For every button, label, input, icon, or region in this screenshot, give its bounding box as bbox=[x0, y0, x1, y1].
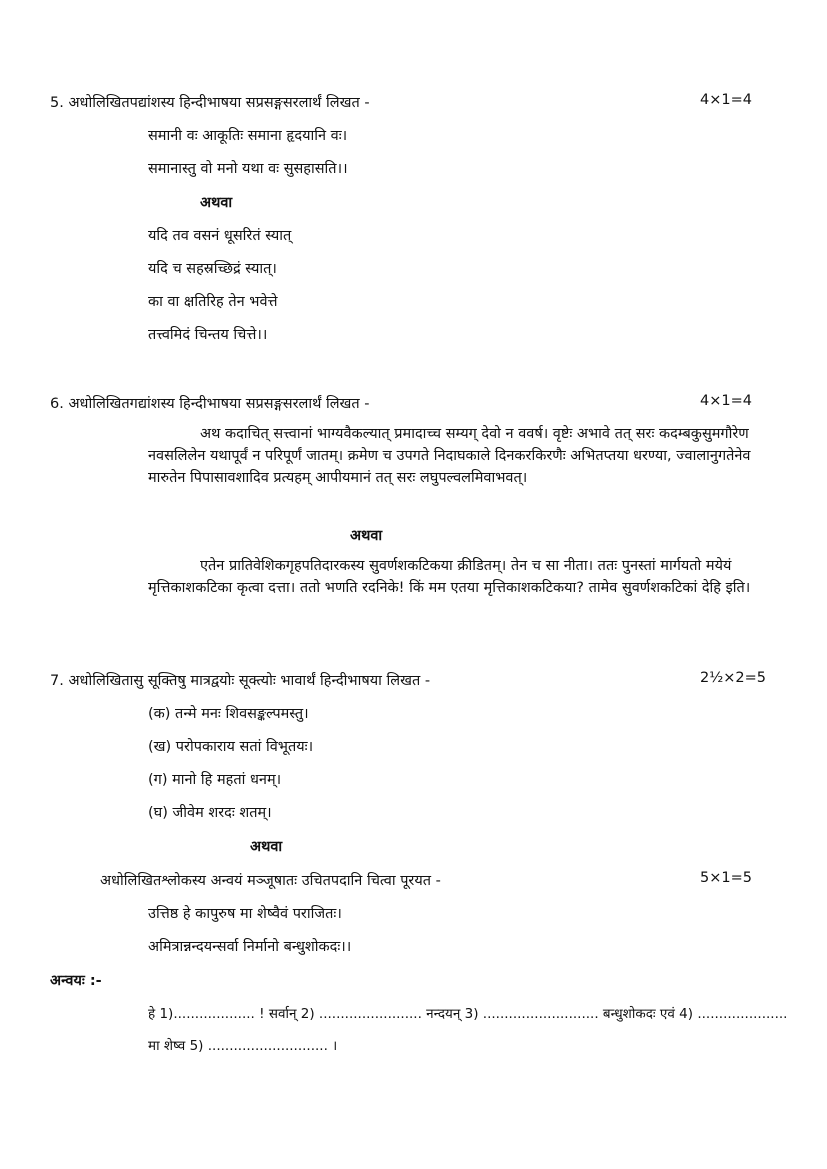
q6-passage-2 bbox=[148, 555, 780, 599]
anvaya-line2: मा शेष्व 5) ............................ । bbox=[148, 1038, 338, 1054]
q5-verse1-line2: समानास्तु वो मनो यथा वः सुसहासति।। bbox=[148, 161, 348, 177]
q7-item-gha: (घ) जीवेम शरदः शतम्। bbox=[148, 805, 272, 821]
q7-shloka-line2: अमित्रान्नन्दयन्सर्वा निर्मानो बन्धुशोकदः।। bbox=[148, 939, 352, 955]
anvaya-label: अन्वयः :- bbox=[50, 973, 102, 989]
q5-athava: अथवा bbox=[200, 195, 233, 211]
q5-verse2-line3: का वा क्षतिरिह तेन भवेत्ते bbox=[148, 294, 278, 310]
q6-marks: 4×1=4 bbox=[700, 393, 752, 409]
q7-sub-heading: अधोलिखितश्लोकस्य अन्वयं मञ्जूषातः उचितपदानि चित्वा पूरयत - bbox=[100, 873, 441, 889]
q6-passage-1-text: अथ कदाचित् सत्त्वानां भाग्यवैकल्यात् प्रमादाच्च सम्यग् देवो न ववर्ष। वृष्टेः अभावे तत् सरः कदम्बकुसुमगौरेण नवसलिलेन यथापूर्वं न परिपूर्णं जातम्। क्रमेण च उपगते निदाघकाले दिनकरकिरणैः अभितप्तया धरण्या, ज्वालानुगतेनेव मारुतेन पिपासावशादिव प्रत्यहम् आपीयमानं तत् सरः लघुपल्वलमिवाभवत्। bbox=[148, 426, 751, 486]
q6-passage-2-text: एतेन प्रातिवेशिकगृहपतिदारकस्य सुवर्णशकटिकया क्रीडितम्। तेन च सा नीता। ततः पुनस्तां मार्गयतो मयेयं मृत्तिकाशकटिका कृत्वा दत्ता। ततो भणति रदनिके! किं मम एतया मृत्तिकाशकटिकया? तामेव सुवर्णशकटिकां देहि इति। bbox=[148, 558, 751, 596]
q5-verse2-line1: यदि तव वसनं धूसरितं स्यात् bbox=[148, 228, 292, 244]
q5-heading: 5. अधोलिखितपद्यांशस्य हिन्दीभाषया सप्रसङ्गसरलार्थं लिखत - bbox=[50, 95, 370, 111]
q7-sub-marks: 5×1=5 bbox=[700, 870, 752, 886]
q6-passage-1 bbox=[148, 423, 780, 489]
q6-heading: 6. अधोलिखितगद्यांशस्य हिन्दीभाषया सप्रसङ्गसरलार्थं लिखत - bbox=[50, 396, 370, 412]
q7-item-ka: (क) तन्मे मनः शिवसङ्कल्पमस्तु। bbox=[148, 706, 309, 722]
q7-item-ga: (ग) मानो हि महतां धनम्। bbox=[148, 772, 282, 788]
q5-marks: 4×1=4 bbox=[700, 92, 752, 108]
q6-athava: अथवा bbox=[350, 528, 383, 544]
q7-heading: 7. अधोलिखितासु सूक्तिषु मात्रद्वयोः सूक्त्योः भावार्थं हिन्दीभाषया लिखत - bbox=[50, 673, 431, 689]
q5-verse2-line2: यदि च सहस्रच्छिद्रं स्यात्। bbox=[148, 261, 277, 277]
q5-verse2-line4: तत्त्वमिदं चिन्तय चित्ते।। bbox=[148, 327, 268, 343]
q7-marks: 2½×2=5 bbox=[700, 670, 767, 686]
q7-athava: अथवा bbox=[250, 839, 283, 855]
q7-item-kha: (ख) परोपकाराय सतां विभूतयः। bbox=[148, 739, 314, 755]
q5-verse1-line1: समानी वः आकूतिः समाना हृदयानि वः। bbox=[148, 128, 348, 144]
q7-shloka-line1: उत्तिष्ठ हे कापुरुष मा शेष्वैवं पराजितः। bbox=[148, 906, 342, 922]
anvaya-line1: हे 1)................... ! सर्वान् 2) ........................ नन्दयन् 3) ........................... बन्धुशोकदः एवं 4) ..................... bbox=[148, 1006, 788, 1022]
